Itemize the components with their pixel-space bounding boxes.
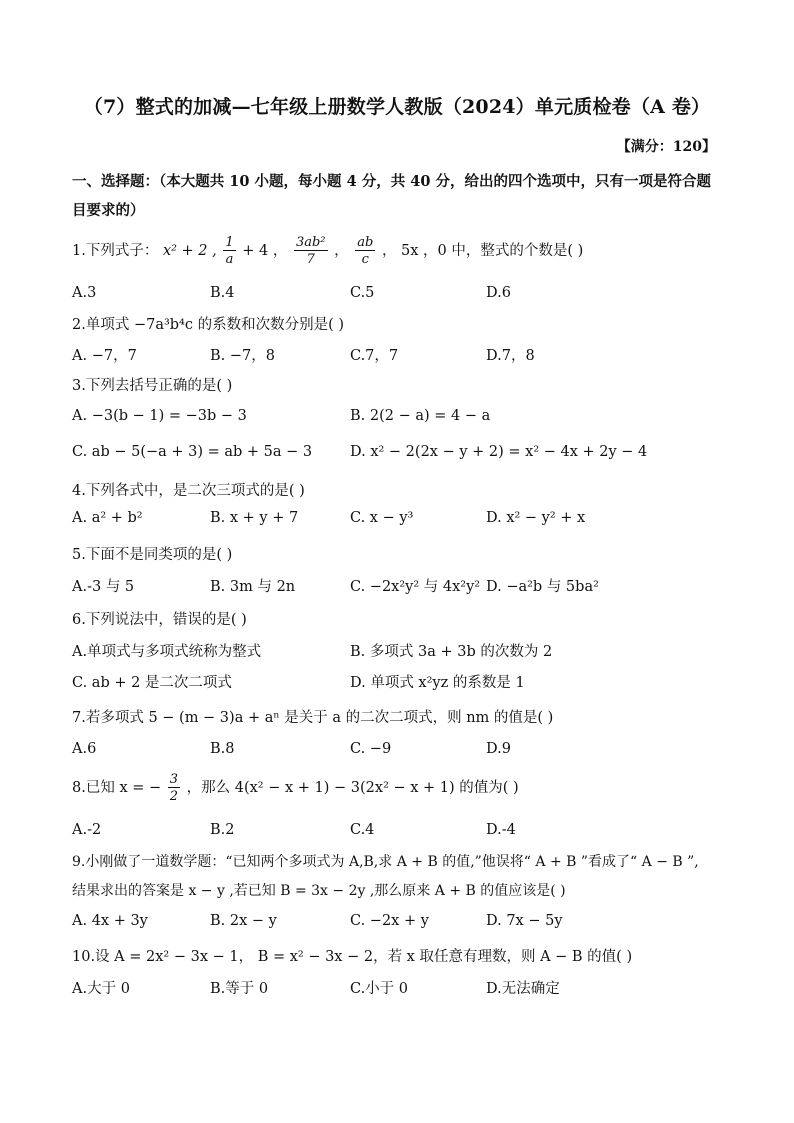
q5-option-a: A.-3 与 5	[72, 579, 135, 595]
score-label: 【满分：120】	[616, 139, 716, 155]
q2-option-a: A. −7，7	[72, 348, 137, 364]
q10-option-b: B.等于 0	[210, 981, 269, 997]
question-8-options	[72, 822, 732, 844]
q6-option-a: A.单项式与多项式统称为整式	[72, 644, 262, 660]
q1-frac-1-num: 1	[225, 235, 234, 250]
q3-option-c: C. ab − 5(−a + 3) = ab + 5a − 3	[72, 444, 313, 460]
q2-option-b: B. −7，8	[210, 348, 275, 364]
question-1-options	[72, 285, 732, 307]
question-2-stem: 2.单项式 −7a³b⁴c 的系数和次数分别是( )	[72, 317, 345, 333]
question-6-stem: 6.下列说法中，错误的是( )	[72, 612, 247, 628]
q9-option-a: A. 4x + 3y	[72, 913, 148, 929]
q1-frac-2	[294, 236, 328, 266]
q1-expr-a: x² + 2 ,	[162, 243, 217, 259]
question-4-stem: 4.下列各式中，是二次三项式的是( )	[72, 483, 305, 499]
section-heading: 一、选择题：（本大题共 10 小题，每小题 4 分，共 40 分，给出的四个选项中，只有一项是符合题目要求的）	[72, 173, 711, 219]
q7-option-a: A.6	[72, 741, 97, 757]
question-10-options	[72, 977, 732, 999]
question-4-options	[72, 510, 732, 532]
question-10-stem: 10.设 A = 2x² − 3x − 1， B = x² − 3x − 2，若 x 取任意有理数，则 A − B 的值( )	[72, 949, 633, 965]
question-7-options	[72, 741, 732, 763]
q4-option-d: D. x² − y² + x	[486, 510, 586, 526]
q3-option-d: D. x² − 2(2x − y + 2) = x² − 4x + 2y − 4	[350, 444, 648, 460]
page-title: （7）整式的加减—七年级上册数学人教版（2024）单元质检卷（A 卷）	[83, 96, 711, 118]
question-3-stem: 3.下列去括号正确的是( )	[72, 378, 233, 394]
q8-frac-den: 2	[169, 789, 179, 804]
q2-option-d: D.7，8	[486, 348, 535, 364]
question-9-stem-line1: 9.小刚做了一道数学题：“已知两个多项式为 A,B,求 A + B 的值,”他误将“ A + B ”看成了“ A − B ”,	[72, 854, 699, 870]
q3-option-b: B. 2(2 − a) = 4 − a	[350, 408, 491, 424]
q8-suffix: ，那么 4(x² − x + 1) − 3(2x² − x + 1) 的值为( )	[186, 780, 519, 796]
q9-option-b: B. 2x − y	[210, 913, 277, 929]
q10-option-c: C.小于 0	[350, 981, 409, 997]
q8-frac-num: 3	[169, 772, 179, 787]
q2-option-c: C.7，7	[350, 348, 399, 364]
q7-option-d: D.9	[486, 741, 511, 757]
q1-expr-b: + 4 ，	[242, 243, 288, 259]
q1-option-b: B.4	[210, 285, 235, 301]
q3-option-a: A. −3(b − 1) = −3b − 3	[72, 408, 247, 424]
question-3-options-row2	[72, 444, 732, 466]
question-5-options	[72, 575, 732, 597]
q8-option-b: B.2	[210, 822, 235, 838]
q1-frac-3-num: ab	[357, 235, 374, 250]
question-9-options	[72, 913, 732, 935]
question-5-stem: 5.下面不是同类项的是( )	[72, 547, 233, 563]
q4-option-c: C. x − y³	[350, 510, 414, 526]
question-9-stem-line2: 结果求出的答案是 x − y ,若已知 B = 3x − 2y ,那么原来 A + B 的值应该是( )	[72, 883, 566, 899]
q10-option-a: A.大于 0	[72, 981, 130, 997]
q5-option-c: C. −2x²y² 与 4x²y²	[350, 579, 481, 595]
q1-frac-2-den: 7	[306, 252, 315, 267]
q1-option-c: C.5	[350, 285, 375, 301]
question-6-options-row1	[72, 640, 732, 662]
question-8-stem	[72, 770, 732, 806]
q8-option-d: D.-4	[486, 822, 516, 838]
q7-option-c: C. −9	[350, 741, 392, 757]
q6-option-d: D. 单项式 x²yz 的系数是 1	[350, 675, 525, 691]
q8-option-a: A.-2	[72, 822, 102, 838]
q1-frac-1	[223, 236, 235, 266]
q9-option-d: D. 7x − 5y	[486, 913, 563, 929]
q1-frac-2-num: 3ab²	[295, 235, 326, 250]
q8-frac	[168, 773, 180, 803]
q5-option-d: D. −a²b 与 5ba²	[486, 579, 599, 595]
q4-option-b: B. x + y + 7	[210, 510, 299, 526]
question-7-stem: 7.若多项式 5 − (m − 3)a + aⁿ 是关于 a 的二次二项式，则 nm 的值是( )	[72, 710, 554, 726]
q10-option-d: D.无法确定	[486, 981, 560, 997]
q6-option-b: B. 多项式 3a + 3b 的次数为 2	[350, 644, 553, 660]
question-6-options-row2	[72, 671, 732, 693]
q1-prefix: 1.下列式子：	[72, 243, 159, 259]
q1-frac-3-den: c	[361, 252, 369, 267]
question-1-stem	[72, 233, 732, 269]
q8-option-c: C.4	[350, 822, 375, 838]
q4-option-a: A. a² + b²	[72, 510, 143, 526]
question-2-options	[72, 344, 732, 366]
q1-option-a: A.3	[72, 285, 97, 301]
q6-option-c: C. ab + 2 是二次二项式	[72, 675, 232, 691]
q7-option-b: B.8	[210, 741, 235, 757]
question-3-options-row1	[72, 408, 732, 430]
q8-prefix: 8.已知 x = −	[72, 780, 162, 796]
q1-frac-3	[355, 236, 375, 266]
q5-option-b: B. 3m 与 2n	[210, 579, 296, 595]
q1-sep-2: ，	[334, 243, 349, 259]
q1-expr-c: ， 5x ，0 中，整式的个数是( )	[381, 243, 584, 259]
q1-frac-1-den: a	[225, 252, 234, 267]
q9-option-c: C. −2x + y	[350, 913, 429, 929]
q1-option-d: D.6	[486, 285, 511, 301]
